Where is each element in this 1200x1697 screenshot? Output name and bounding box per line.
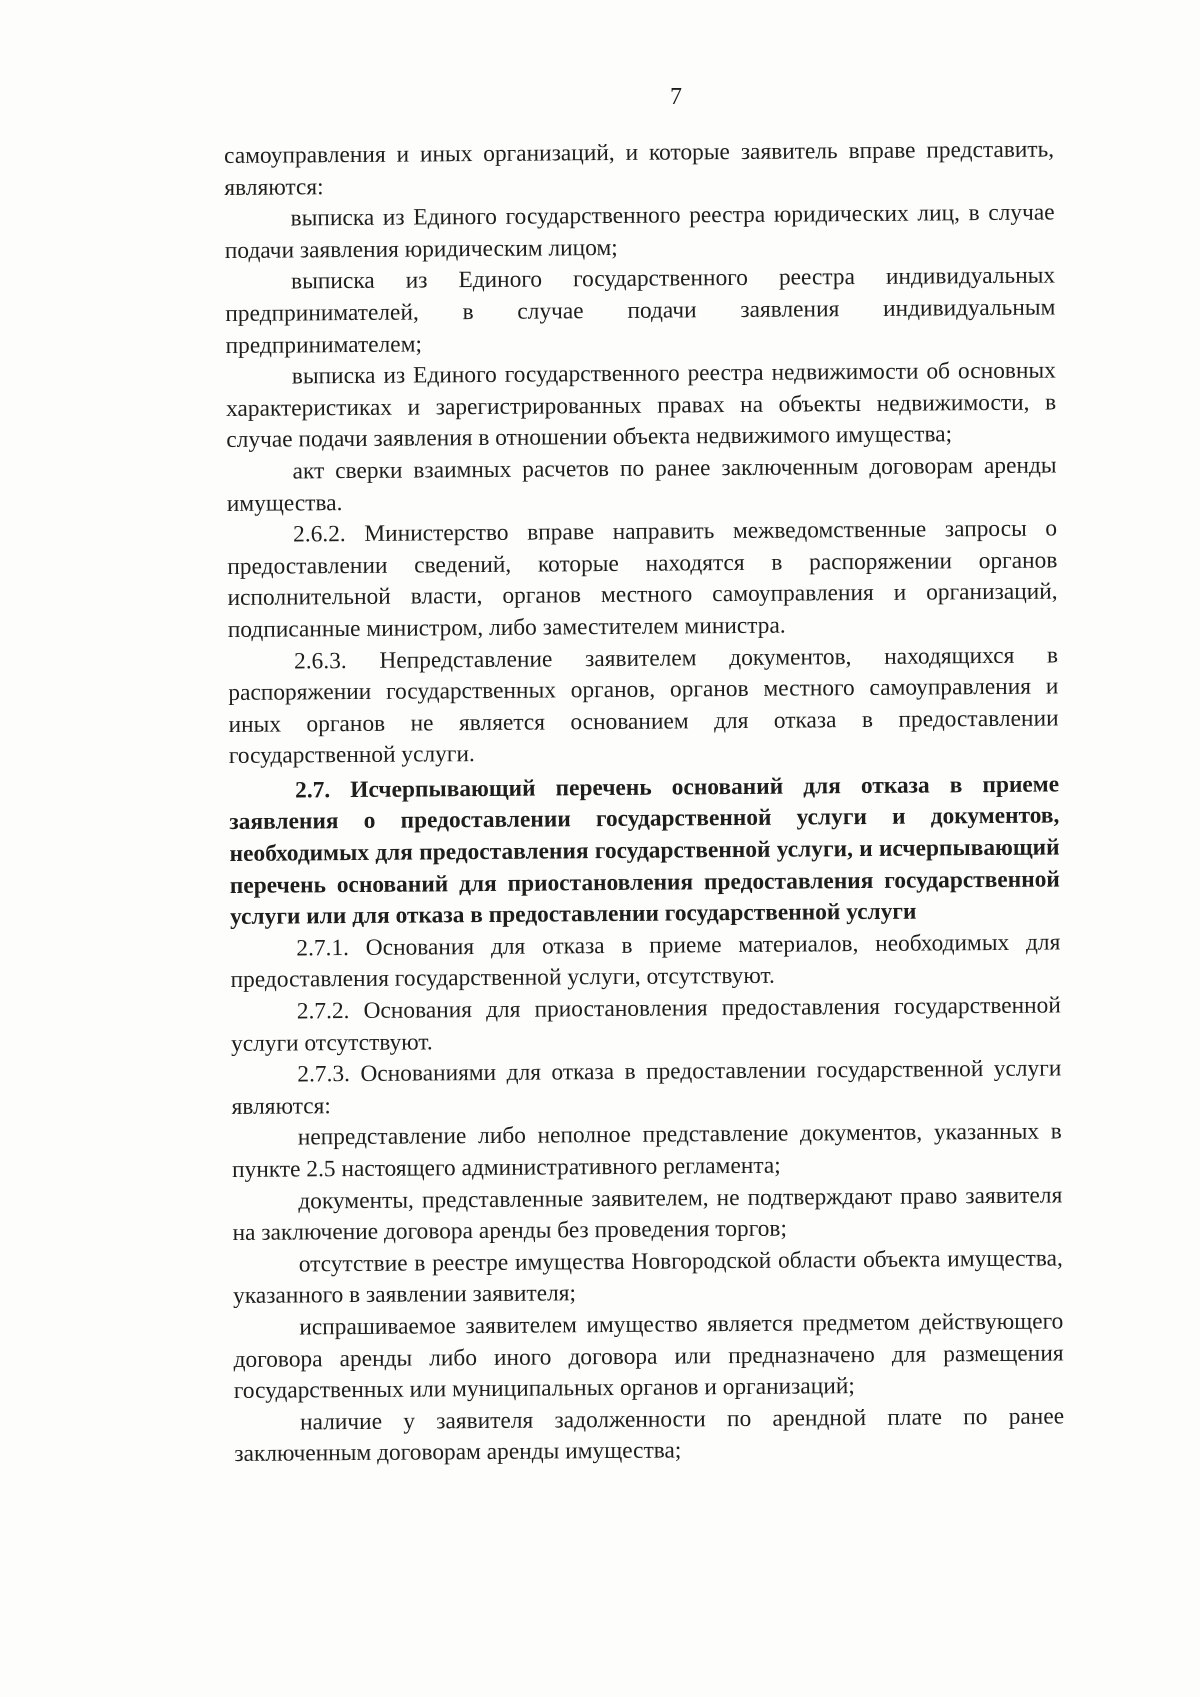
refusal-ground-property-occupied: испрашиваемое заявителем имущество является предметом действующего договора аренды либо иного договора или предназначено для размещения государственных или муниципальных органов и организаций; (233, 1308, 1064, 1405)
paragraph-reconciliation-act: акт сверки взаимных расчетов по ранее заключенным договорам аренды имущества. (226, 452, 1057, 517)
refusal-ground-rent-debt: наличие у заявителя задолженности по арендной плате по ранее заключенным договорам аренды имущества; (234, 1403, 1065, 1468)
paragraph-2-6-3: 2.6.3. Непредставление заявителем документов, находящихся в распоряжении государственных органов, органов местного самоуправления и иных органов не является основанием для отказа в предоставлении государственной услуги. (228, 641, 1059, 770)
paragraph-egrn-extract: выписка из Единого государственного реестра недвижимости об основных характеристиках и зарегистрированных правах на объекты недвижимости, в случае подачи заявления в отношении объекта недвижимого имущества; (226, 357, 1057, 454)
paragraph-2-7-3: 2.7.3. Основаниями для отказа в предоставлении государственной услуги являются: (231, 1055, 1062, 1120)
section-heading-2-7: 2.7. Исчерпывающий перечень оснований для отказа в приеме заявления о предоставлении государственной услуги и документов, необходимых для предоставления государственной услуги, и исчерпывающий перечень оснований для приостановления предоставления государственной услуги или для отказа в предоставлении государственной услуги (229, 771, 1060, 931)
paragraph-egrip-extract: выписка из Единого государственного реестра индивидуальных предпринимателей, в случае подачи заявления индивидуальным предпринимателем; (225, 262, 1056, 359)
paragraph-continuation: самоуправления и иных организаций, и которые заявитель вправе представить, являются: (224, 136, 1055, 201)
paragraph-2-7-2: 2.7.2. Основания для приостановления предоставления государственной услуги отсутствуют. (230, 992, 1061, 1057)
paragraph-2-6-2: 2.6.2. Министерство вправе направить межведомственные запросы о предоставлении сведений, которые находятся в распоряжении органов исполнительной власти, органов местного самоуправления и организаций, подписанные министром, либо заместителем министра. (227, 515, 1058, 643)
refusal-ground-not-in-registry: отсутствие в реестре имущества Новгородской области объекта имущества, указанного в заявлении заявителя; (232, 1245, 1063, 1310)
refusal-ground-documents: непредставление либо неполное представление документов, указанных в пункте 2.5 настоящего административного регламента; (231, 1118, 1062, 1183)
page-number: 7 (670, 84, 682, 110)
paragraph-egrul-extract: выписка из Единого государственного реестра юридических лиц, в случае подачи заявления юридическим лицом; (224, 199, 1055, 264)
document-body (224, 134, 1064, 1470)
refusal-ground-no-right: документы, представленные заявителем, не подтверждают право заявителя на заключение договора аренды без проведения торгов; (232, 1182, 1063, 1247)
paragraph-2-7-1: 2.7.1. Основания для отказа в приеме материалов, необходимых для предоставления государственной услуги, отсутствуют. (230, 929, 1061, 994)
